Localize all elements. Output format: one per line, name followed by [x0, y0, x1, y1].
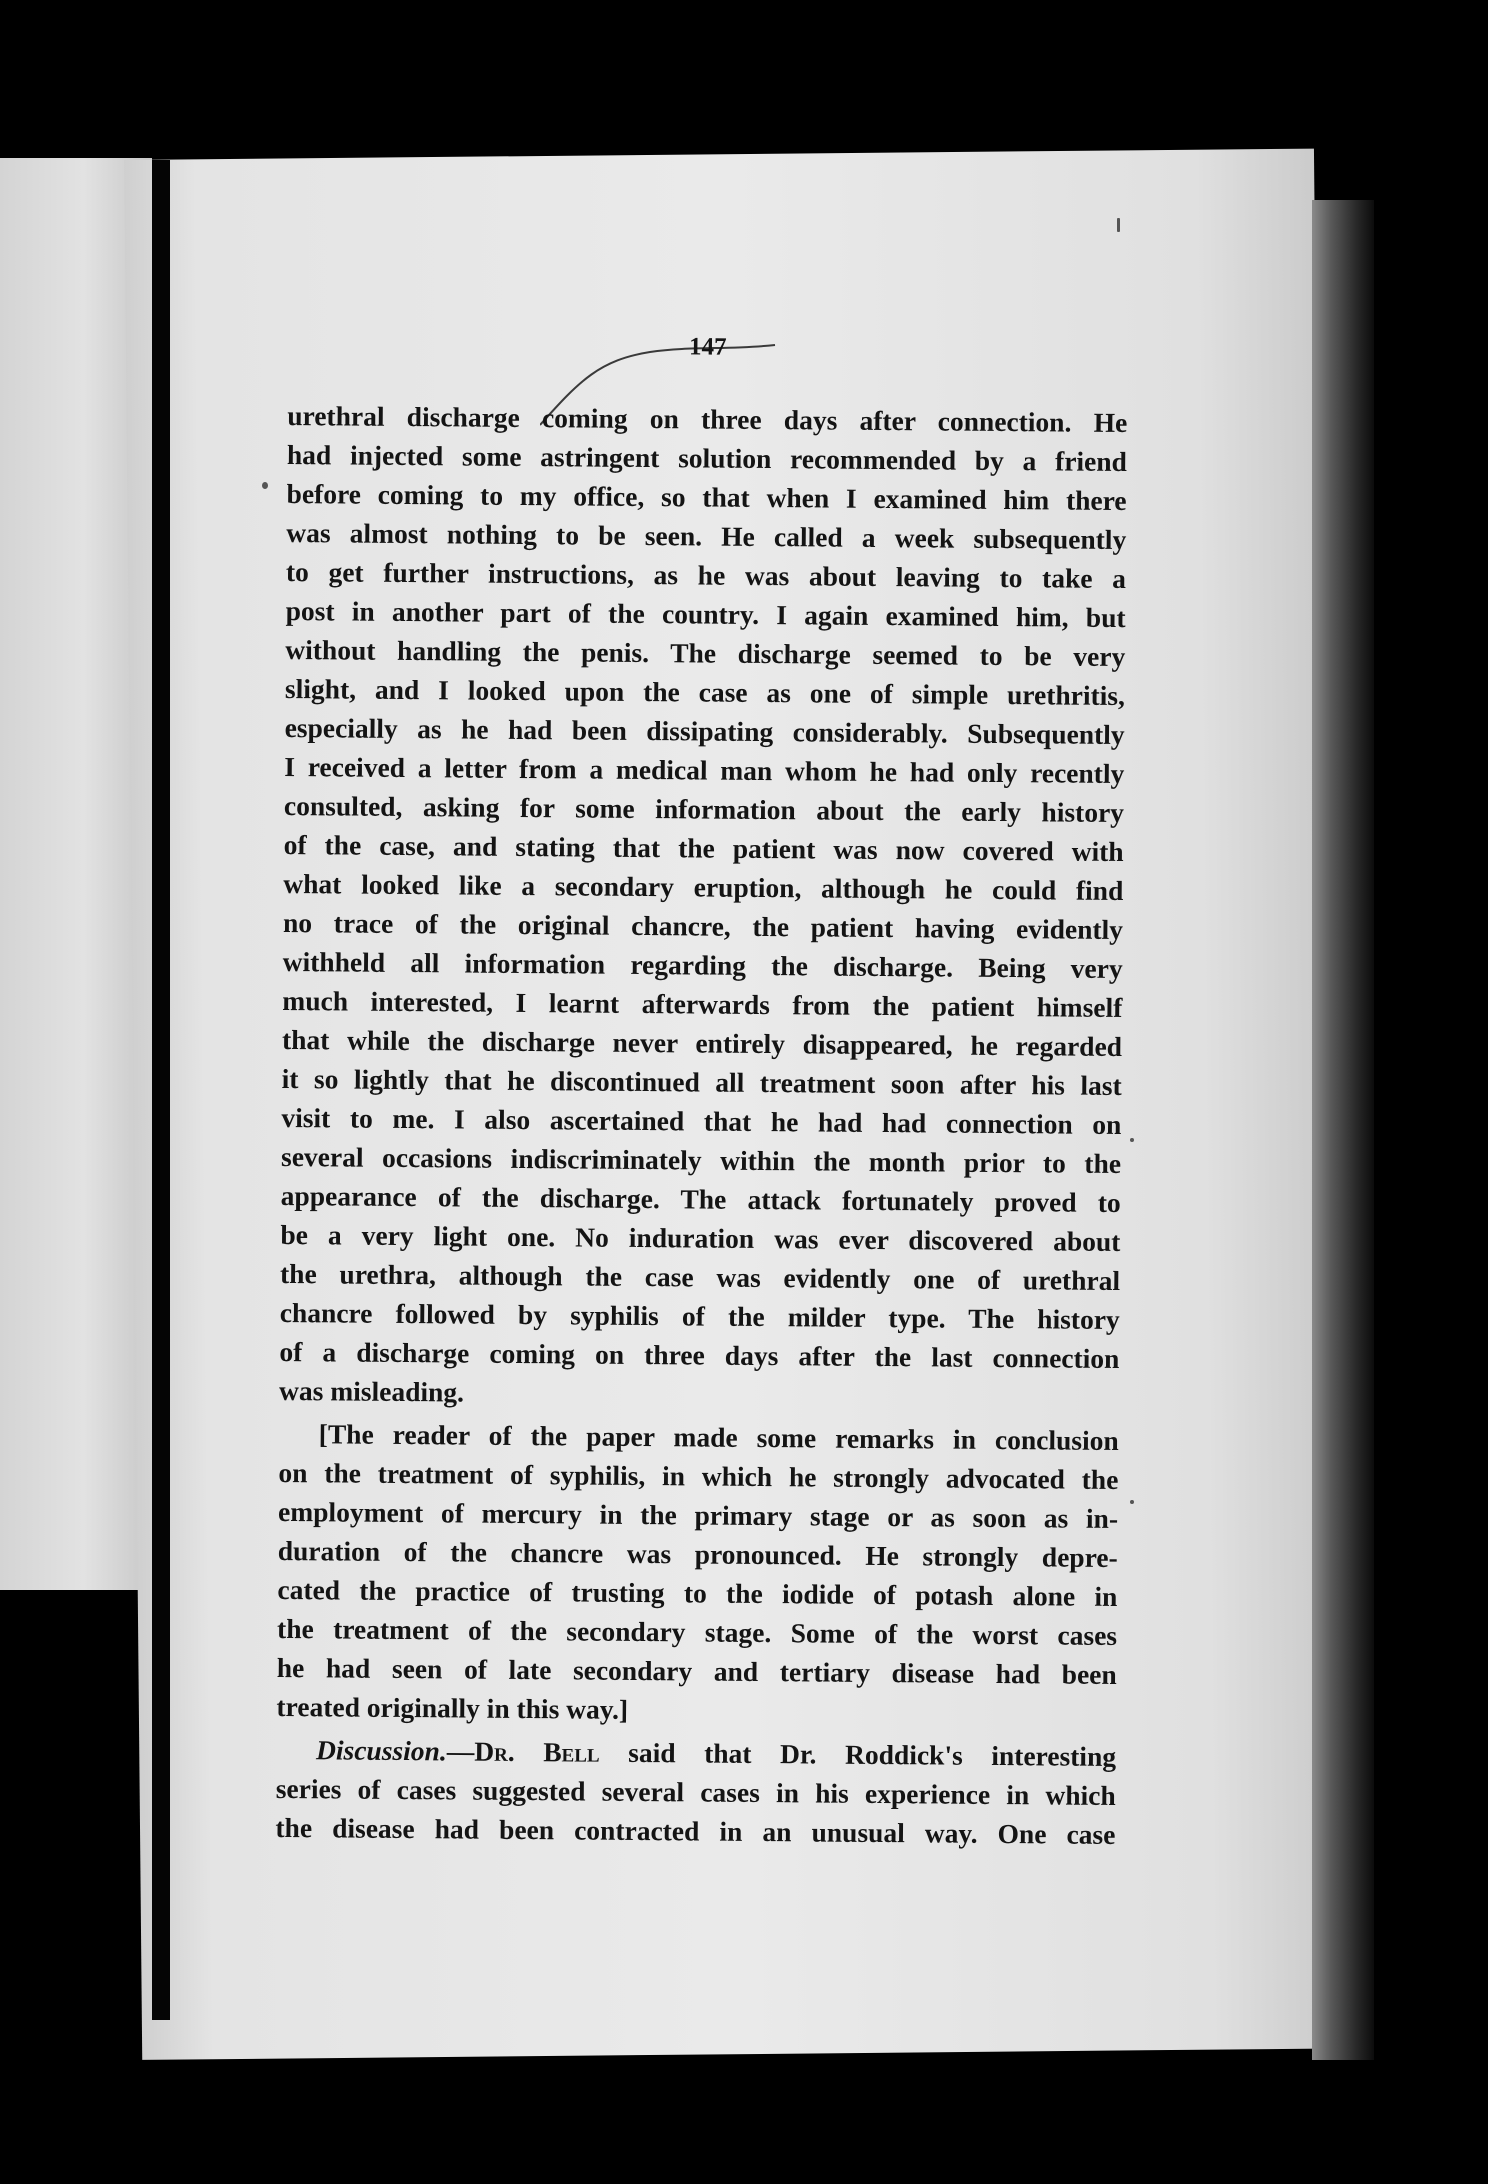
dust-speck — [1130, 1138, 1134, 1142]
text-line: the disease had been contracted in an unusual way. One case — [275, 1811, 1116, 1850]
text-line: was almost nothing to be seen. He called a week subsequently — [286, 516, 1127, 556]
text-line: employment of mercury in the primary stage or as soon as in- — [277, 1495, 1119, 1534]
text-line: consulted, asking for some information about the early history — [283, 789, 1125, 829]
text-line: slight, and I looked upon the case as one of simple urethritis, — [284, 672, 1126, 712]
page-number: 147 — [689, 333, 727, 361]
text-line: the urethra, although the case was evidently one of urethral — [279, 1257, 1121, 1297]
discussion-speaker: Dr. Bell — [474, 1735, 600, 1768]
discussion-lead-in: Discussion. — [315, 1734, 447, 1767]
dust-speck — [1117, 218, 1120, 232]
paragraph-discussion — [275, 1730, 1116, 1854]
text-line: [The reader of the paper made some remarks in conclusion — [318, 1418, 1119, 1456]
text-line: the treatment of the secondary stage. Some of the worst cases — [276, 1612, 1118, 1651]
text-line: that while the discharge never entirely disappeared, he regarded — [281, 1023, 1123, 1063]
text-line: urethral discharge coming on three days after connection. He — [287, 399, 1128, 439]
text-line: without handling the penis. The discharge seemed to be very — [285, 633, 1126, 673]
text-line: I received a letter from a medical man whom he had only recently — [284, 750, 1125, 790]
text-line: appearance of the discharge. The attack fortunately proved to — [280, 1179, 1121, 1219]
paragraph-case-report — [279, 396, 1127, 1417]
text-line: no trace of the original chancre, the patient having evidently — [282, 906, 1124, 946]
text-line: was misleading. — [278, 1374, 465, 1408]
text-line: of the case, and stating that the patient was now covered with — [283, 828, 1124, 868]
text-line: withheld all information regarding the discharge. Being very — [282, 945, 1123, 985]
dust-speck — [1130, 1500, 1134, 1504]
text-line: before coming to my office, so that when I examined him there — [286, 477, 1127, 517]
text-line: to get further instructions, as he was about leaving to take a — [285, 555, 1127, 595]
book-gutter-shadow — [152, 160, 170, 2020]
text-line: of a discharge coming on three days after the last connection — [279, 1335, 1120, 1375]
text-line: be a very light one. No induration was ever discovered about — [280, 1218, 1121, 1258]
text-line: post in another part of the country. I again examined him, but — [285, 594, 1126, 634]
page-stack-edge — [1312, 200, 1374, 2060]
text-line: much interested, I learnt afterwards from the patient himself — [282, 984, 1123, 1024]
text-line: had injected some astringent solution recommended by a friend — [286, 438, 1128, 478]
text-line: chancre followed by syphilis of the milder type. The history — [279, 1296, 1120, 1336]
text-line: duration of the chancre was pronounced. He strongly depre- — [277, 1534, 1118, 1573]
text-line: several occasions indiscriminately within the month prior to the — [280, 1140, 1122, 1180]
text-line: visit to me. I also ascertained that he had had connection on — [281, 1101, 1122, 1141]
text-line: what looked like a secondary eruption, although he could find — [283, 867, 1124, 907]
dust-speck — [262, 482, 268, 489]
text-line: cated the practice of trusting to the iodide of potash alone in — [277, 1573, 1118, 1612]
text-line: on the treatment of syphilis, in which he strongly advocated the — [278, 1456, 1119, 1495]
text-line: it so lightly that he discontinued all treatment soon after his last — [281, 1062, 1122, 1102]
text-line: treated originally in this way.] — [276, 1690, 629, 1725]
body-text — [275, 396, 1127, 1854]
text-line: he had seen of late secondary and tertiary disease had been — [276, 1651, 1117, 1690]
text-line: series of cases suggested several cases in his experience in which — [275, 1772, 1116, 1811]
discussion-dash: — — [446, 1735, 475, 1767]
discussion-first-line-text: said that Dr. Roddick's interesting — [599, 1736, 1117, 1772]
paragraph-remarks — [276, 1414, 1119, 1733]
text-line: especially as he had been dissipating considerably. Subsequently — [284, 711, 1125, 751]
